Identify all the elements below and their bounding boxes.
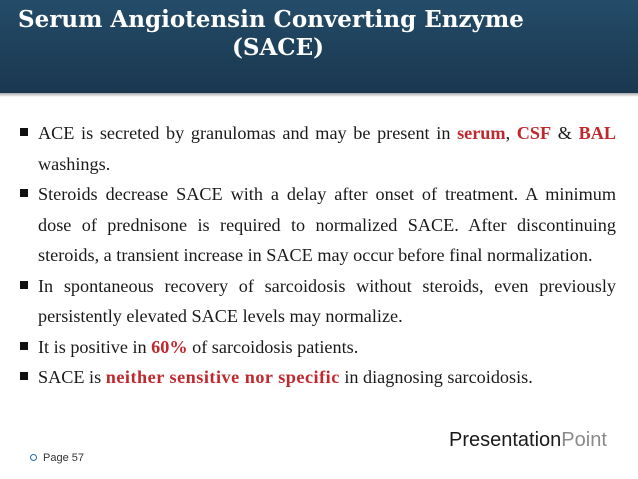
bullet-text: in diagnosing sarcoidosis. bbox=[339, 367, 533, 387]
square-bullet-icon bbox=[20, 372, 28, 380]
page-number bbox=[30, 452, 84, 464]
bullet-list bbox=[18, 118, 616, 393]
bullet-text: ACE is secreted by granulomas and may be present in bbox=[38, 123, 458, 143]
bullet-text: , bbox=[505, 123, 517, 143]
slide-title bbox=[18, 6, 538, 62]
square-bullet-icon bbox=[20, 189, 28, 197]
bullet-text: SACE is bbox=[38, 367, 106, 387]
square-bullet-icon bbox=[20, 281, 28, 289]
brand-text-light: Point bbox=[561, 429, 607, 451]
circle-bullet-icon bbox=[30, 454, 37, 461]
highlight-percentage: 60% bbox=[151, 336, 188, 357]
bullet-text: washings. bbox=[38, 153, 111, 174]
bullet-text: & bbox=[551, 123, 579, 143]
highlight-not-sensitive: neither sensitive nor specific bbox=[105, 367, 340, 387]
highlight-bal: BAL bbox=[578, 123, 617, 143]
square-bullet-icon bbox=[20, 128, 28, 136]
page-label: Page 57 bbox=[43, 452, 84, 464]
title-bar-shadow bbox=[0, 93, 638, 97]
bullet-text: Steroids decrease SACE with a delay after onset of treatment. A minimum dose of prednisone is required to normalized SACE. After discontinuing steroids, a transient increase in SACE may occur before final normalization. bbox=[38, 184, 616, 265]
bullet-item bbox=[18, 179, 616, 271]
slide-title-line2: (SACE) bbox=[231, 34, 325, 61]
slide-title-line1: Serum Angiotensin Converting Enzyme bbox=[18, 6, 524, 33]
bullet-text: of sarcoidosis patients. bbox=[187, 336, 359, 357]
bullet-item bbox=[18, 332, 616, 363]
highlight-serum: serum bbox=[457, 123, 506, 143]
square-bullet-icon bbox=[20, 342, 28, 350]
bullet-text: In spontaneous recovery of sarcoidosis without steroids, even previously persistently elevated SACE levels may normalize. bbox=[38, 275, 616, 326]
bullet-text: It is positive in bbox=[38, 336, 152, 357]
bullet-item bbox=[18, 271, 616, 332]
bullet-item bbox=[18, 362, 616, 393]
brand-text-dark: Presentation bbox=[449, 429, 562, 451]
brand-logo bbox=[449, 429, 607, 452]
bullet-item bbox=[18, 118, 616, 179]
highlight-csf: CSF bbox=[516, 123, 552, 143]
